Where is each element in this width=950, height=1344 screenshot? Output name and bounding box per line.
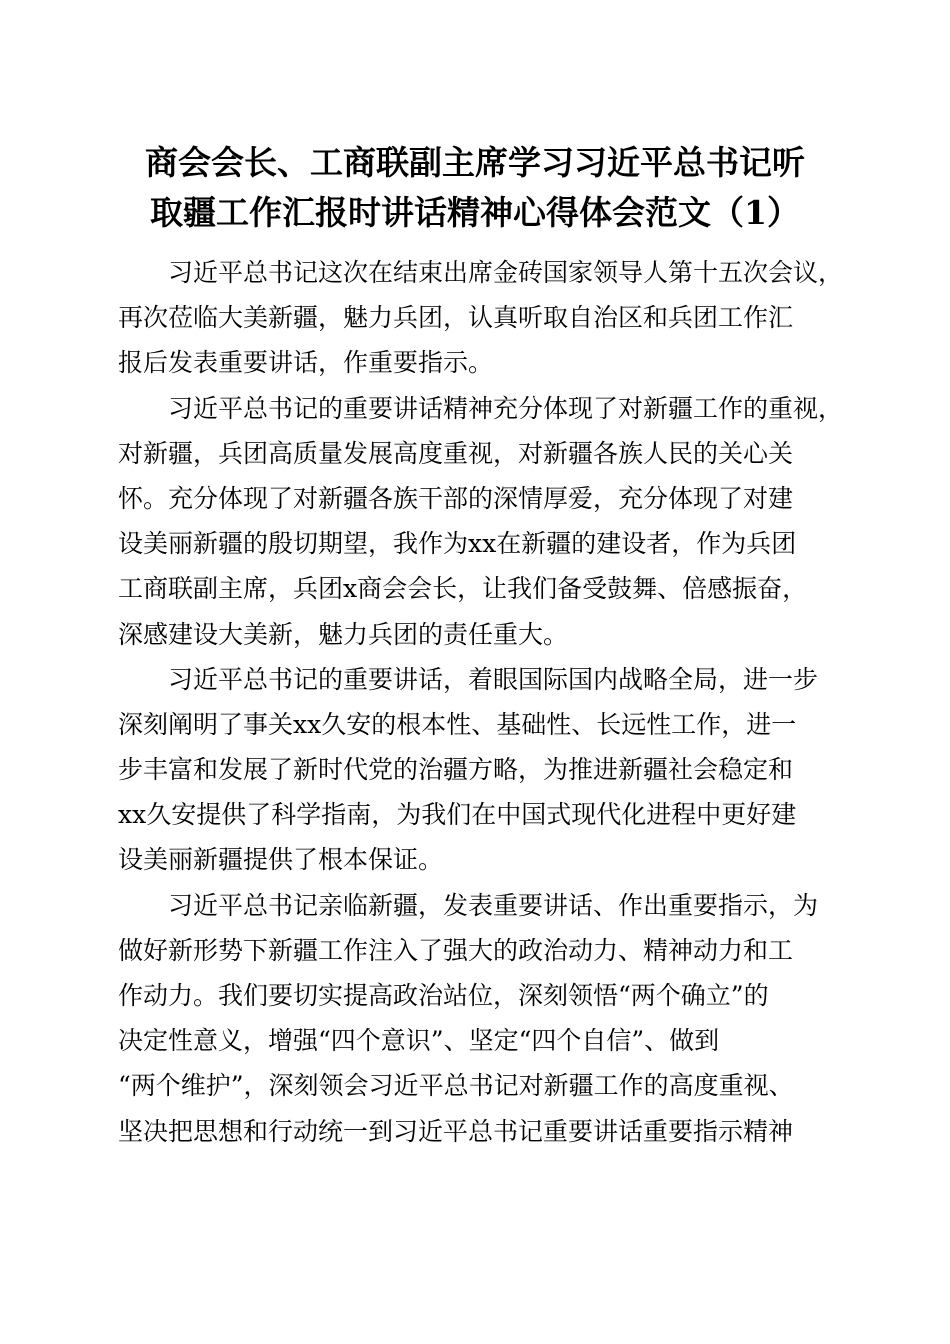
body-line: 步丰富和发展了新时代党的治疆方略，为推进新疆社会稳定和: [118, 755, 794, 785]
body-line: 习近平总书记这次在结束出席金砖国家领导人第十五次会议，: [118, 258, 844, 287]
body-line: 报后发表重要讲话，作重要指示。: [118, 348, 494, 378]
body-line: 设美丽新疆提供了根本保证。: [118, 845, 444, 875]
body-line: 习近平总书记的重要讲话精神充分体现了对新疆工作的重视，: [118, 393, 844, 423]
body-line: 做好新形势下新疆工作注入了强大的政治动力、精神动力和工: [118, 935, 794, 965]
body-line: 对新疆，兵团高质量发展高度重视，对新疆各族人民的关心关: [118, 438, 794, 468]
body-line: xx久安提供了科学指南，为我们在中国式现代化进程中更好建: [118, 800, 797, 830]
body-line: 深刻阐明了事关xx久安的根本性、基础性、长远性工作，进一: [118, 709, 797, 739]
body-line: 设美丽新疆的殷切期望，我作为xx在新疆的建设者，作为兵团: [118, 529, 797, 559]
document-title: [100, 138, 850, 238]
body-line: 再次莅临大美新疆，魅力兵团，认真听取自治区和兵团工作汇: [118, 303, 794, 333]
body-line: 决定性意义，增强“四个意识”、坚定“四个自信”、做到: [118, 1026, 720, 1056]
document-body: [118, 250, 844, 1154]
body-line: 怀。充分体现了对新疆各族干部的深情厚爱，充分体现了对建: [118, 483, 794, 513]
body-line: 工商联副主席，兵团x商会会长，让我们备受鼓舞、倍感振奋，: [118, 574, 808, 604]
body-line: 深感建设大美新，魅力兵团的责任重大。: [118, 619, 569, 649]
title-line-1: 商会会长、工商联副主席学习习近平总书记听: [145, 143, 805, 182]
body-line: 坚决把思想和行动统一到习近平总书记重要讲话重要指示精神: [118, 1116, 794, 1146]
body-line: 习近平总书记的重要讲话，着眼国际国内战略全局，进一步: [118, 664, 819, 694]
body-line: “两个维护”，深刻领会习近平总书记对新疆工作的高度重视、: [118, 1071, 794, 1101]
title-line-2: 取疆工作汇报时讲话精神心得体会范文（1）: [150, 193, 800, 232]
body-line: 作动力。我们要切实提高政治站位，深刻领悟“两个确立”的: [118, 981, 769, 1010]
body-line: 习近平总书记亲临新疆，发表重要讲话、作出重要指示，为: [118, 890, 819, 920]
